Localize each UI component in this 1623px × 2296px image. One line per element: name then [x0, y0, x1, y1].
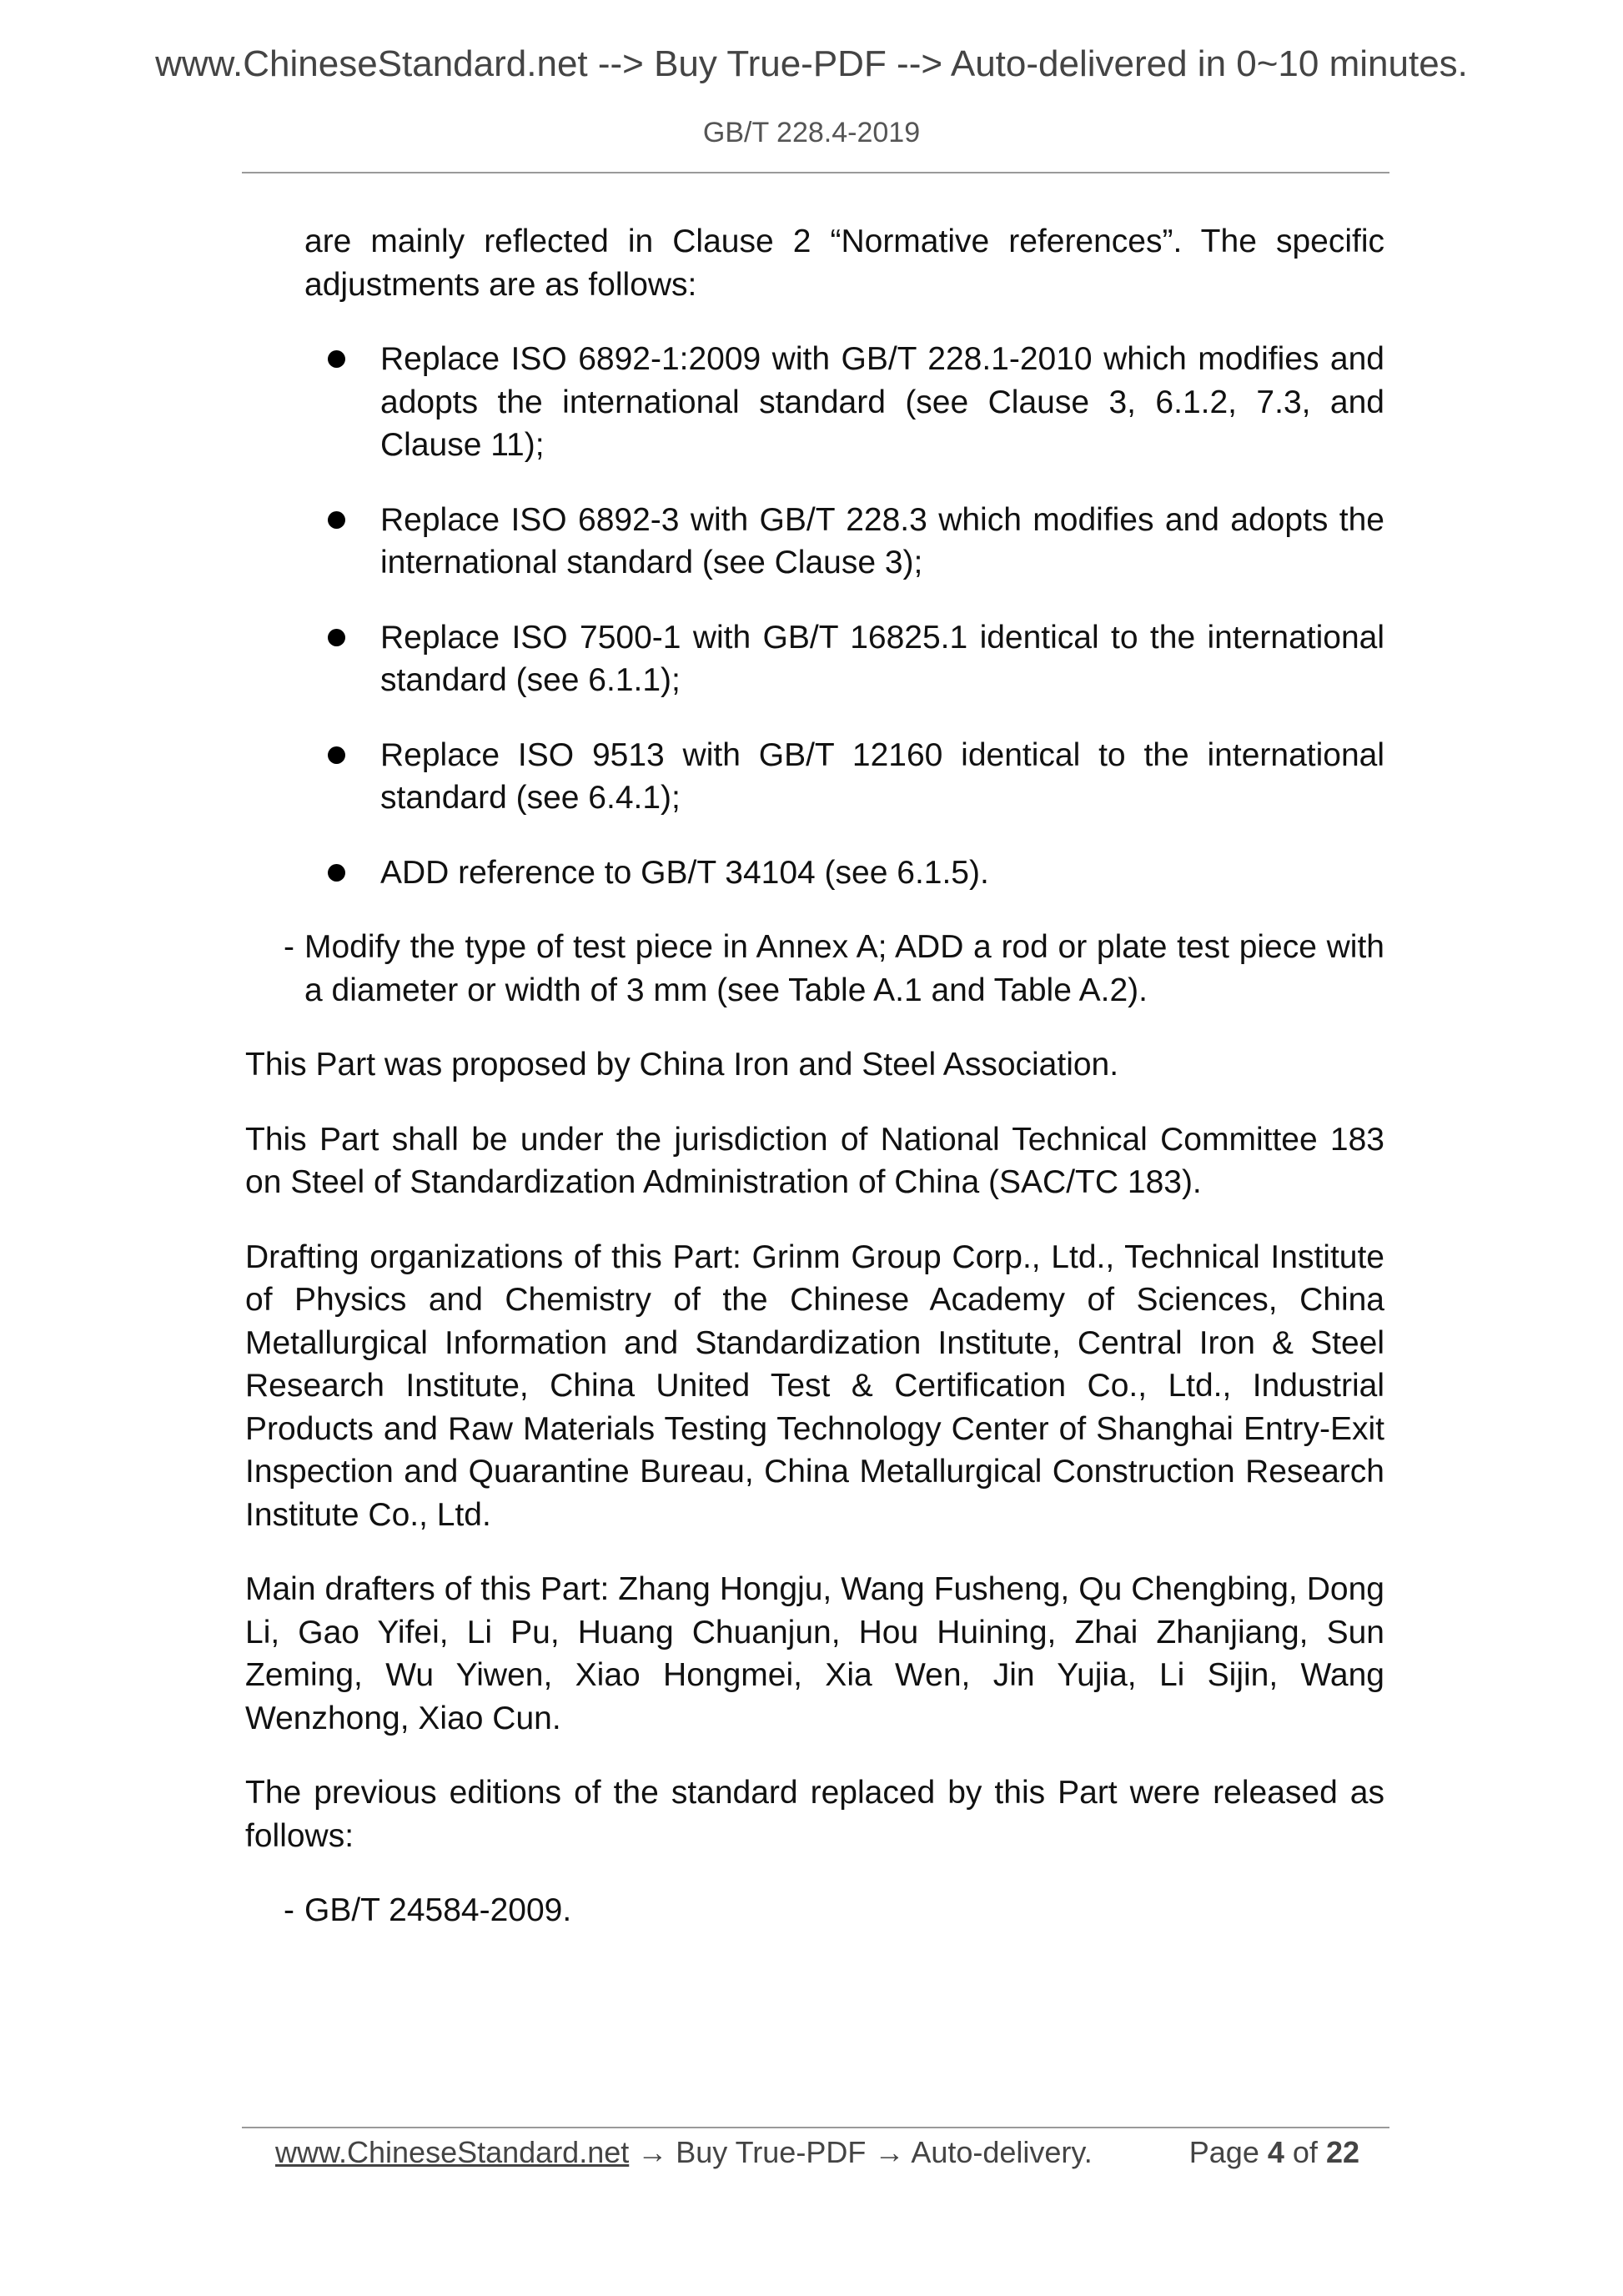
footer-divider [242, 2127, 1389, 2128]
list-item-text: Replace ISO 6892-3 with GB/T 228.3 which modifies and adopts the international standard (see Clause 3); [380, 501, 1384, 580]
bullet-icon [328, 629, 345, 646]
page-current: 4 [1267, 2135, 1284, 2169]
list-item [245, 734, 1384, 820]
page-footer [275, 2135, 1359, 2170]
list-item [245, 616, 1384, 702]
page-body [245, 220, 1384, 1932]
page-word: Page [1188, 2135, 1259, 2169]
previous-edition-text: GB/T 24584-2009. [304, 1892, 572, 1928]
proposed-by-paragraph: This Part was proposed by China Iron and Steel Association. [245, 1047, 1119, 1083]
document-code: GB/T 228.4-2019 [702, 117, 921, 148]
jurisdiction-paragraph: This Part shall be under the jurisdiction of National Technical Committee 183 on Steel of Standardization Administration of China (SAC/TC 183). [245, 1121, 1384, 1200]
top-banner[interactable]: www.ChineseStandard.net --> Buy True-PDF --> Auto-delivered in 0~10 minutes. [155, 43, 1468, 84]
list-item [245, 499, 1384, 585]
dash-marker: - [284, 929, 294, 965]
dash-marker: - [284, 1892, 294, 1928]
page-of: of [1292, 2135, 1318, 2169]
annex-modification-text: Modify the type of test piece in Annex A; ADD a rod or plate test piece with a diameter or width of 3 mm (see Table A.1 and Table A.2). [304, 929, 1384, 1008]
main-drafters-paragraph: Main drafters of this Part: Zhang Hongju, Wang Fusheng, Qu Chengbing, Dong Li, Gao Yifei, Li Pu, Huang Chuanjun, Hou Huining, Zhai Zhanjiang, Sun Zeming, Wu Yiwen, Xiao Hongmei, Xia Wen, Jin Yujia, Li Sijin, Wang Wenzhong, Xiao Cun. [245, 1571, 1384, 1736]
adjustment-list [245, 338, 1384, 894]
annex-modification-item [245, 926, 1384, 1012]
bullet-icon [328, 864, 345, 882]
page-number [1189, 2135, 1359, 2170]
bullet-icon [328, 746, 345, 764]
bullet-icon [328, 511, 345, 529]
list-item-text: Replace ISO 7500-1 with GB/T 16825.1 identical to the international standard (see 6.1.1); [380, 619, 1384, 698]
bullet-icon [328, 350, 345, 368]
previous-editions-paragraph: The previous editions of the standard replaced by this Part were released as follows: [245, 1775, 1384, 1854]
list-item [245, 852, 1384, 895]
list-item-text: Replace ISO 9513 with GB/T 12160 identical to the international standard (see 6.4.1); [380, 736, 1384, 816]
intro-paragraph: are mainly reflected in Clause 2 “Normative references”. The specific adjustments are as follows: [304, 224, 1384, 303]
list-item-text: Replace ISO 6892-1:2009 with GB/T 228.1-2010 which modifies and adopts the international standard (see Clause 3, 6.1.2, 7.3, and Clause 11); [380, 341, 1384, 463]
drafting-organizations-paragraph: Drafting organizations of this Part: Grinm Group Corp., Ltd., Technical Institute of Physics and Chemistry of the Chinese Academy of Sciences, China Metallurgical Information and Standardization Institute, Central Iron & Steel Research Institute, China United Test & Certification Co., Ltd., Industrial Products and Raw Materials Testing Technology Center of Shanghai Entry-Exit Inspection and Quarantine Bureau, China Metallurgical Construction Research Institute Co., Ltd. [245, 1238, 1384, 1533]
header-divider [242, 172, 1389, 173]
footer-site-link[interactable]: www.ChineseStandard.net [275, 2135, 630, 2169]
previous-edition-item [245, 1889, 1384, 1932]
list-item-text: ADD reference to GB/T 34104 (see 6.1.5). [380, 854, 989, 891]
footer-tagline: → Buy True-PDF → Auto-delivery. [629, 2135, 1093, 2169]
page-total: 22 [1325, 2135, 1359, 2169]
list-item [245, 338, 1384, 467]
